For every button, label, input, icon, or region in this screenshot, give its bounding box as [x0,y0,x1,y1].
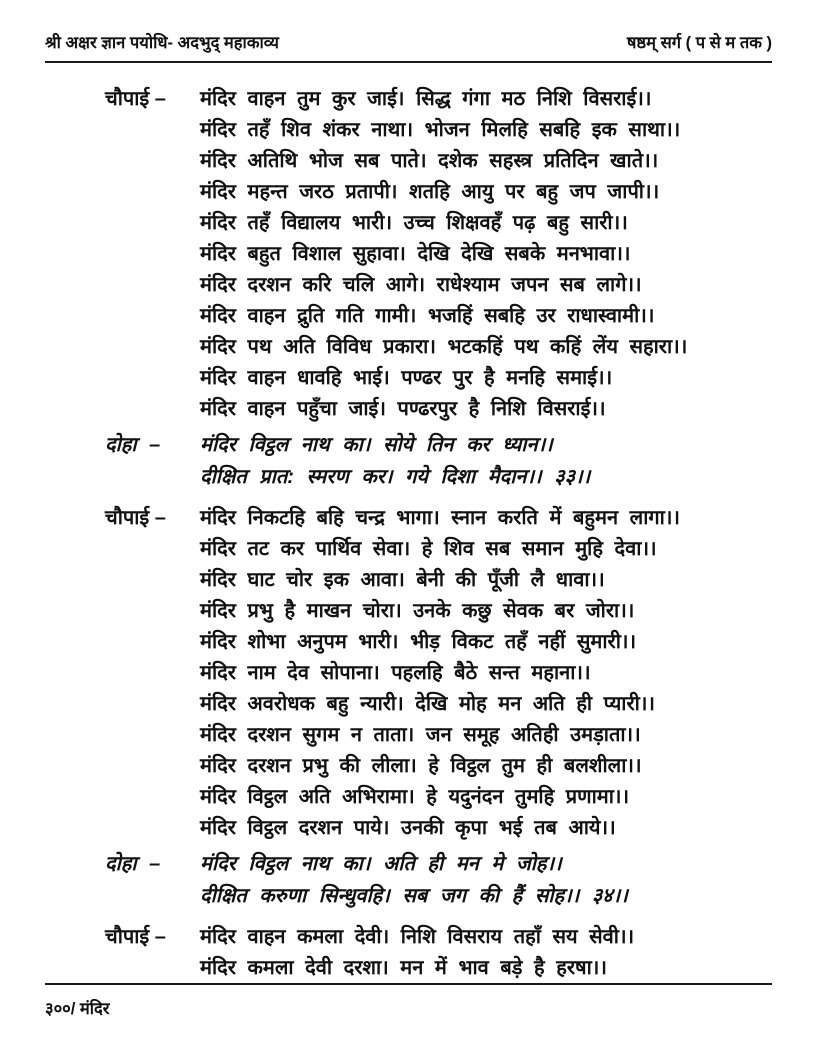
verse-line: मंदिर दरशन प्रभु की लीला। हे विट्ठल तुम ही बलशीला।। [200,755,642,777]
page-footer [45,983,772,1019]
verse-line: मंदिर वाहन द्रुति गति गामी। भजहिं सबहि उर राधास्वामी।। [200,305,655,327]
verse-line: मंदिर विट्ठल नाथ का। सोये तिन कर ध्यान।। [200,434,553,456]
verse-lines [200,922,772,984]
section-label-chaupai: चौपाई – [105,88,166,110]
verse-line: मंदिर तहँ विद्यालय भारी। उच्च शिक्षवहँ पढ़ बहु सारी।। [200,212,628,234]
section-label-chaupai: चौपाई – [105,926,166,948]
header-book-title: श्री अक्षर ज्ञान पयोधि- अदभुद् महाकाव्य [45,34,279,52]
verse-line: मंदिर तट कर पार्थिव सेवा। हे शिव सब समान मुहि देवा।। [200,538,657,560]
verse-content [105,84,772,984]
verse-line: मंदिर दरशन सुगम न ताता। जन समूह अतिही उमड़ाता।। [200,724,641,746]
verse-line: मंदिर तहँ शिव शंकर नाथा। भोजन मिलहि सबहि इक साथा।। [200,119,681,141]
verse-line: मंदिर कमला देवी दरशा। मन में भाव बड़े है हरषा।। [200,957,607,979]
verse-line: मंदिर विट्ठल दरशन पाये। उनकी कृपा भई तब आये।। [200,817,616,839]
page-header [45,30,772,63]
verse-section-chaupai [105,84,772,425]
verse-line: मंदिर नाम देव सोपाना। पहलहि बैठे सन्त महाना।। [200,662,591,684]
verse-line: मंदिर पथ अति विविध प्रकारा। भटकहिं पथ कहिं लेंय सहारा।। [200,336,688,358]
verse-section-doha [105,429,772,493]
verse-lines [200,848,772,912]
verse-line: मंदिर वाहन तुम कुर जाई। सिद्ध गंगा मठ निशि विसराई।। [200,88,652,110]
verse-line: मंदिर प्रभु है माखन चोरा। उनके कछु सेवक बर जोरा।। [200,600,635,622]
section-label-doha: दोहा – [105,853,161,875]
verse-line: मंदिर घाट चोर इक आवा। बेनी की पूँजी लै धावा।। [200,569,605,591]
page-number: ३००/ मंदिर [45,1000,110,1018]
verse-line: मंदिर अवरोधक बहु न्यारी। देखि मोह मन अति ही प्यारी।। [200,693,655,715]
header-canto-title: षष्ठम् सर्ग ( प से म तक ) [626,34,772,52]
verse-lines [200,84,772,425]
verse-line: मंदिर विट्ठल नाथ का। अति ही मन मे जोह।। [200,853,562,875]
verse-line: दीक्षित प्रात: स्मरण कर। गये दिशा मैदान।। ३३।। [200,466,591,488]
section-label-chaupai: चौपाई – [105,507,166,529]
section-label-doha: दोहा – [105,434,161,456]
verse-line: मंदिर वाहन धावहि भाई। पण्ढर पुर है मनहि समाई।। [200,367,613,389]
verse-line: मंदिर शोभा अनुपम भारी। भीड़ विकट तहँ नहीं सुमारी।। [200,631,637,653]
verse-line: मंदिर दरशन करि चलि आगे। राधेश्याम जपन सब लागे।। [200,274,642,296]
verse-line: मंदिर महन्त जरठ प्रतापी। शतहि आयु पर बहु जप जापी।। [200,181,660,203]
verse-lines [200,503,772,844]
verse-section-doha [105,848,772,912]
verse-section-chaupai [105,922,772,984]
verse-line: मंदिर बहुत विशाल सुहावा। देखि देखि सबके मनभावा।। [200,243,631,265]
verse-line: दीक्षित करुणा सिन्धुवहि। सब जग की हैं सोह।। ३४।। [200,885,628,907]
verse-line: मंदिर वाहन पहुँचा जाई। पण्ढरपुर है निशि विसराई।। [200,398,606,420]
verse-line: मंदिर विट्ठल अति अभिरामा। हे यदुनंदन तुमहि प्रणामा।। [200,786,630,808]
verse-line: मंदिर निकटहि बहि चन्द्र भागा। स्नान करति में बहुमन लागा।। [200,507,680,529]
verse-lines [200,429,772,493]
verse-section-chaupai [105,503,772,844]
verse-line: मंदिर अतिथि भोज सब पाते। दशेक सहस्त्र प्रतिदिन खाते।। [200,150,659,172]
verse-line: मंदिर वाहन कमला देवी। निशि विसराय तहाँ सय सेवी।। [200,926,635,948]
